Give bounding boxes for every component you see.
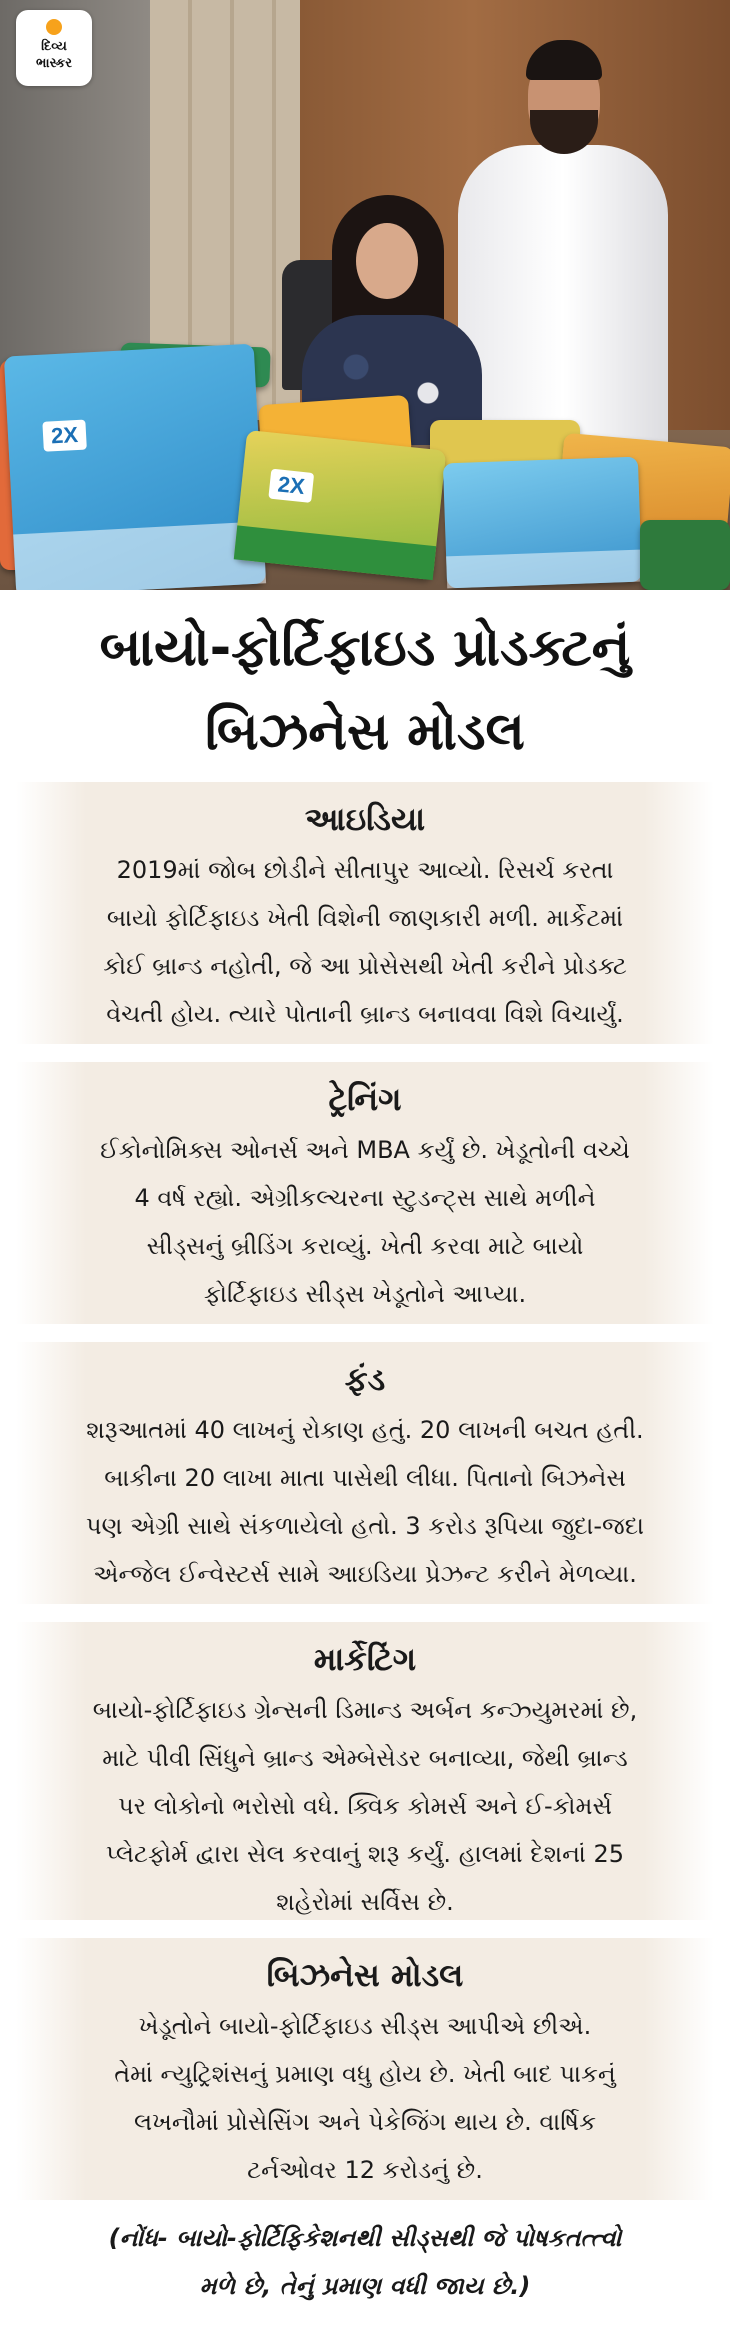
logo-text-line1: દિવ્ય — [41, 39, 67, 54]
product-bag — [640, 520, 730, 590]
bag-band — [13, 521, 266, 590]
text-line: ઈકોનોમિક્સ ઓનર્સ અને MBA કર્યું છે. ખેડૂતોની વચ્ચે — [100, 1136, 630, 1164]
text-line: બાયો-ફોર્ટિફાઇડ ગ્રેન્સની ડિમાન્ડ અર્બન કન્ઝ્યુમરમાં છે, — [92, 1696, 638, 1724]
section-heading: ટ્રેનિંગ — [328, 1080, 402, 1118]
footnote — [16, 2214, 714, 2310]
product-bag — [443, 457, 642, 589]
text-line: પ્લેટફોર્મ દ્વારા સેલ કરવાનું શરૂ કર્યું. હાલમાં દેશનાં 25 — [105, 1840, 625, 1868]
bag-band — [446, 549, 642, 588]
text-line: પણ એગ્રી સાથે સંકળાયેલો હતો. 3 કરોડ રૂપિયા જુદા-જદા — [85, 1512, 645, 1540]
text-line: તેમાં ન્યુટ્રિશંસનું પ્રમાણ વધુ હોય છે. ખેતી બાદ પાકનું — [114, 2060, 616, 2088]
text-line: 4 વર્ષ રહ્યો. એગ્રીકલ્ચરના સ્ટુડન્ટ્સ સાથે મળીને — [134, 1184, 596, 1212]
woman-face — [356, 223, 418, 299]
bag-label: 2X — [268, 469, 314, 503]
section-heading: બિઝનેસ મોડલ — [266, 1956, 464, 1994]
logo-text-line2: ભાસ્કર — [36, 56, 72, 71]
section-idea — [16, 782, 714, 1044]
hero-photo — [0, 0, 730, 590]
text-line: વેચતી હોય. ત્યારે પોતાની બ્રાન્ડ બનાવવા વિશે વિચાર્યું. — [106, 1000, 624, 1028]
text-line: 2019માં જોબ છોડીને સીતાપુર આવ્યો. રિસર્ચ કરતા — [116, 856, 614, 884]
man-hair — [526, 40, 602, 80]
text-line: સીડ્સનું બ્રીડિંગ કરાવ્યું. ખેતી કરવા માટે બાયો — [146, 1232, 584, 1260]
section-marketing — [16, 1622, 714, 1920]
text-line: શહેરોમાં સર્વિસ છે. — [276, 1888, 454, 1916]
text-line: પર લોકોનો ભરોસો વધે. ક્વિક કોમર્સ અને ઈ-કોમર્સ — [118, 1792, 612, 1820]
bag-label: 2X — [42, 420, 86, 452]
section-business-model — [16, 1938, 714, 2200]
text-line: માટે પીવી સિંધુને બ્રાન્ડ એમ્બેસેડર બનાવ્યા, જેથી બ્રાન્ડ — [102, 1744, 628, 1772]
text-line: ફોર્ટિફાઇડ સીડ્સ ખેડૂતોને આપ્યા. — [203, 1280, 527, 1308]
section-heading: ફંડ — [344, 1360, 386, 1398]
note-line: મળે છે, તેનું પ્રમાણ વધી જાય છે.) — [199, 2272, 531, 2300]
section-text — [24, 1126, 706, 1318]
section-training — [16, 1062, 714, 1324]
article-body — [0, 590, 730, 2343]
section-heading: આઇડિયા — [304, 800, 426, 838]
text-line: શરૂઆતમાં 40 લાખનું રોકાણ હતું. 20 લાખની બચત હતી. — [86, 1416, 644, 1444]
text-line: બાયો ફોર્ટિફાઇડ ખેતી વિશેની જાણકારી મળી. માર્કેટમાં — [106, 904, 624, 932]
text-line: ખેડૂતોને બાયો-ફોર્ટિફાઇડ સીડ્સ આપીએ છીએ. — [138, 2012, 592, 2040]
section-text — [24, 1686, 706, 1926]
text-line: ટર્નઓવર 12 કરોડનું છે. — [247, 2156, 483, 2184]
section-fund — [16, 1342, 714, 1604]
note-line: (નોંધ- બાયો-ફોર્ટિફિકેશનથી સીડ્સથી જે પોષકતત્ત્વો — [108, 2224, 622, 2252]
section-heading: માર્કેટિંગ — [313, 1640, 417, 1678]
section-text — [24, 846, 706, 1038]
product-bag-large — [4, 344, 266, 590]
text-line: બાકીના 20 લાખા માતા પાસેથી લીધા. પિતાનો બિઝનેસ — [104, 1464, 626, 1492]
section-text — [24, 1406, 706, 1598]
title-line1: બાયો-ફોર્ટિફાઇડ પ્રોડક્ટનું — [99, 618, 631, 678]
section-text — [24, 2002, 706, 2194]
divya-bhaskar-logo — [16, 10, 92, 86]
product-bag — [234, 430, 446, 580]
text-line: કોઈ બ્રાન્ડ નહોતી, જે આ પ્રોસેસથી ખેતી કરીને પ્રોડક્ટ — [103, 952, 627, 980]
sun-icon — [46, 19, 62, 35]
text-line: એન્જેલ ઈન્વેસ્ટર્સ સામે આઇડિયા પ્રેઝન્ટ કરીને મેળવ્યા. — [93, 1560, 637, 1588]
title-line2: બિઝનેસ મોડલ — [205, 702, 525, 762]
page-title — [0, 606, 730, 774]
text-line: લખનૌમાં પ્રોસેસિંગ અને પેકેજિંગ થાય છે. વાર્ષિક — [133, 2108, 597, 2136]
